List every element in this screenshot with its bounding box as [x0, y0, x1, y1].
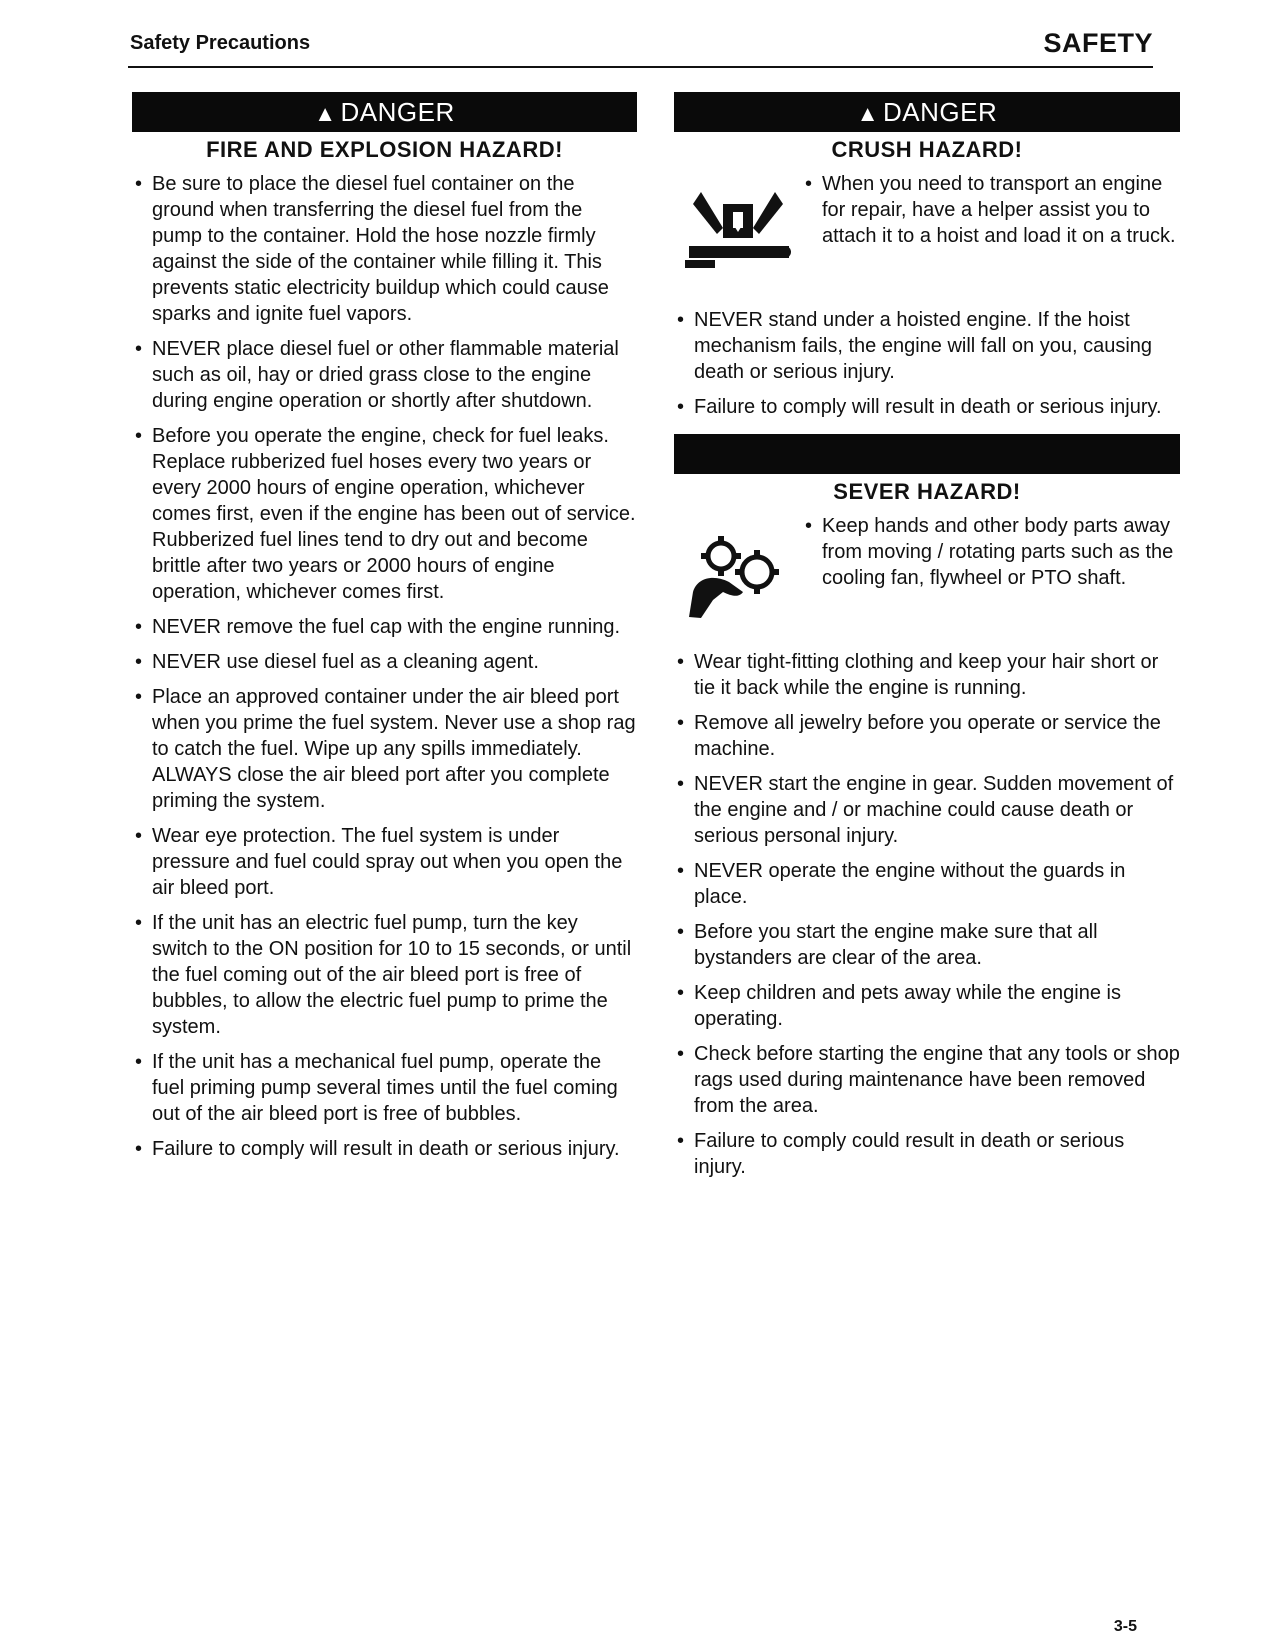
list-item: • Failure to comply will result in death or serious injury.: [132, 1136, 637, 1162]
list-item: • NEVER start the engine in gear. Sudden movement of the engine and / or machine could cause death or serious personal injury.: [674, 771, 1180, 849]
sever-icon-block: [674, 513, 1180, 631]
crush-icon-block: [674, 171, 1180, 289]
list-item: • NEVER remove the fuel cap with the engine running.: [132, 614, 637, 640]
crush-icon-list: [802, 171, 1180, 249]
list-item: • Be sure to place the diesel fuel container on the ground when transferring the diesel fuel from the pump to the container. Hold the hose nozzle firmly against the side of the container while filling it. This prevents static electricity buildup which could cause sparks and ignite fuel vapors.: [132, 171, 637, 327]
crush-hazard-section: [674, 92, 1180, 420]
list-item: • NEVER stand under a hoisted engine. If the hoist mechanism fails, the engine will fall on you, causing death or serious injury.: [674, 307, 1180, 385]
right-column: [674, 92, 1180, 1189]
list-item: • Failure to comply could result in death or serious injury.: [674, 1128, 1180, 1180]
fire-hazard-list: [132, 171, 637, 1162]
sever-icon-list: [802, 513, 1180, 591]
blank-banner-sever: [674, 434, 1180, 474]
list-item: • Remove all jewelry before you operate or service the machine.: [674, 710, 1180, 762]
section-title: Safety Precautions: [130, 32, 311, 54]
sever-hazard-title: SEVER HAZARD!: [833, 479, 1021, 504]
sever-hazard-icon: [674, 513, 802, 631]
list-item: • Keep hands and other body parts away from moving / rotating parts such as the cooling fan, flywheel or PTO shaft.: [802, 513, 1180, 591]
page-number: 3-5: [1113, 1618, 1137, 1635]
list-item: • Check before starting the engine that any tools or shop rags used during maintenance have been removed from the area.: [674, 1041, 1180, 1119]
list-item: • NEVER operate the engine without the guards in place.: [674, 858, 1180, 910]
list-item: • Wear tight-fitting clothing and keep your hair short or tie it back while the engine is running.: [674, 649, 1180, 701]
danger-banner-crush: [674, 92, 1180, 132]
fire-hazard-section: [132, 92, 637, 1171]
list-item: • NEVER use diesel fuel as a cleaning agent.: [132, 649, 637, 675]
sever-hazard-section: [674, 434, 1180, 1180]
list-item: • When you need to transport an engine for repair, have a helper assist you to attach it to a hoist and load it on a truck.: [802, 171, 1180, 249]
fire-hazard-title: FIRE AND EXPLOSION HAZARD!: [206, 137, 563, 162]
crush-hazard-title: CRUSH HAZARD!: [831, 137, 1023, 162]
list-item: • Before you start the engine make sure that all bystanders are clear of the area.: [674, 919, 1180, 971]
crush-hazard-list: [674, 307, 1180, 420]
list-item: • Failure to comply will result in death or serious injury.: [674, 394, 1180, 420]
crush-hazard-icon: [674, 171, 802, 289]
danger-label: DANGER: [340, 97, 455, 127]
warning-triangle-icon: ▲: [314, 101, 337, 126]
list-item: • Keep children and pets away while the engine is operating.: [674, 980, 1180, 1032]
list-item: • Before you operate the engine, check for fuel leaks. Replace rubberized fuel hoses every two years or every 2000 hours of engine operation, whichever comes first, even if the engine has been out of service. Rubberized fuel lines tend to dry out and become brittle after two years or 2000 hours of engine operation, whichever comes first.: [132, 423, 637, 605]
list-item: • Wear eye protection. The fuel system is under pressure and fuel could spray out when you open the air bleed port.: [132, 823, 637, 901]
danger-banner-fire: [132, 92, 637, 132]
list-item: • If the unit has an electric fuel pump, turn the key switch to the ON position for 10 to 15 seconds, or until the fuel coming out of the air bleed port is free of bubbles, to allow the electric fuel pump to prime the system.: [132, 910, 637, 1040]
warning-triangle-icon: ▲: [856, 101, 880, 126]
sever-hazard-list: [674, 649, 1180, 1180]
list-item: • Place an approved container under the air bleed port when you prime the fuel system. Never use a shop rag to catch the fuel. Wipe up any spills immediately. ALWAYS close the air bleed port after you complete priming the system.: [132, 684, 637, 814]
list-item: • NEVER place diesel fuel or other flammable material such as oil, hay or dried grass close to the engine during engine operation or shortly after shutdown.: [132, 336, 637, 414]
list-item: • If the unit has a mechanical fuel pump, operate the fuel priming pump several times until the fuel coming out of the air bleed port is free of bubbles.: [132, 1049, 637, 1127]
header-rule: [128, 66, 1153, 68]
danger-label: DANGER: [883, 97, 998, 127]
chapter-title: SAFETY: [1043, 28, 1153, 58]
